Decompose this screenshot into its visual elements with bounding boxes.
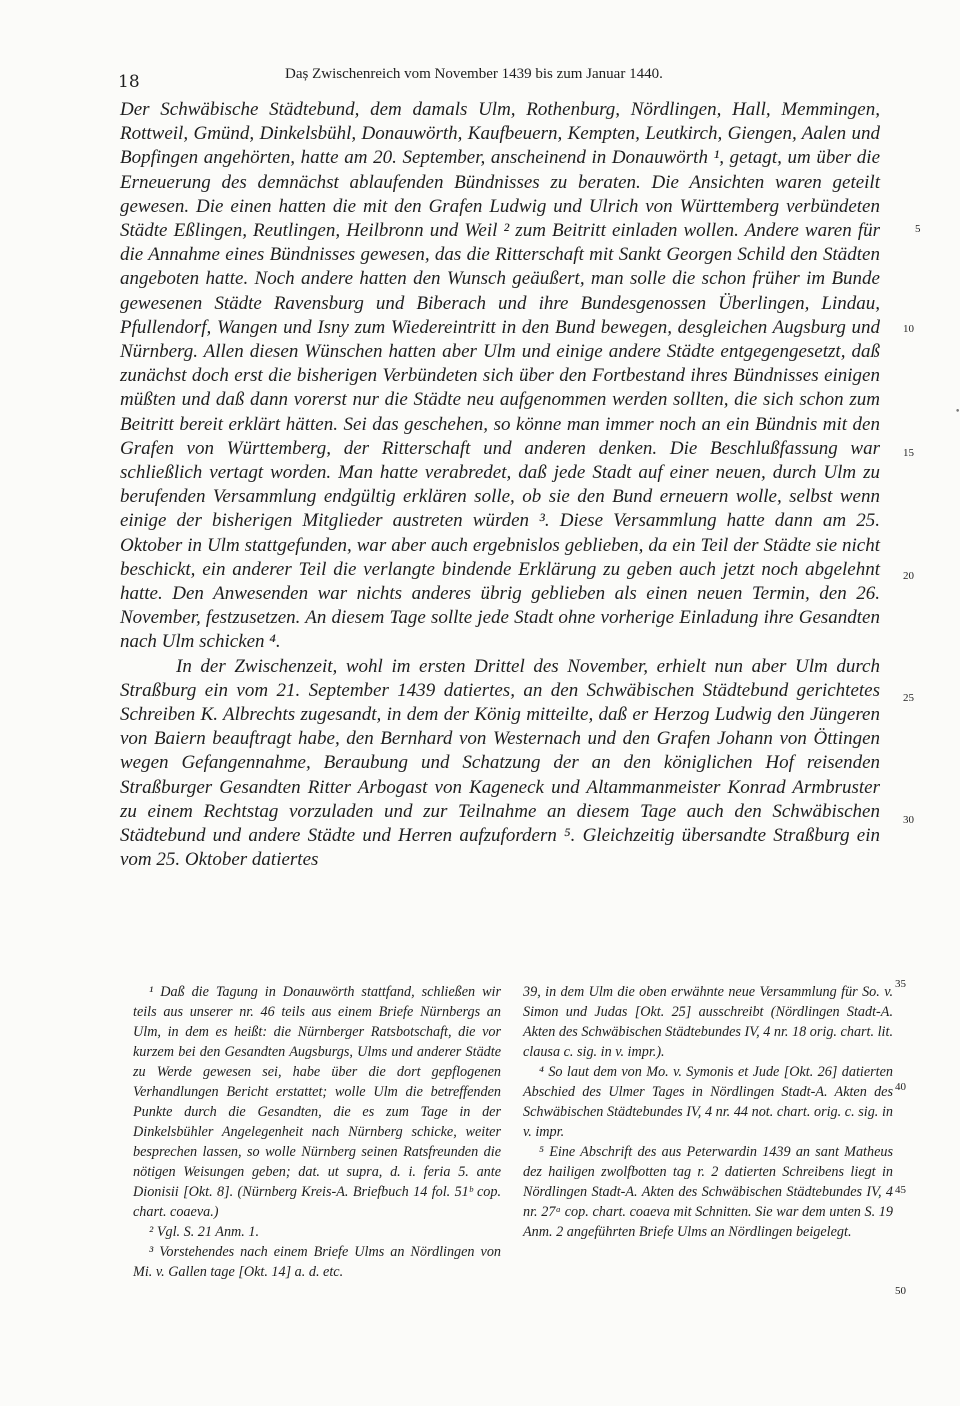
footnote-continuation (523, 982, 893, 1062)
footnote-text: So laut dem von Mo. v. Symonis et Jude [Okt. 26] datierten Abschied des Ulmer Tages in Nördlingen Stadt-A. Akten des Schwäbischen Städtebundes IV, 4 nr. 44 not. chart. orig. c. sig. in v. impr. (523, 1064, 894, 1140)
line-number: 15 (903, 447, 914, 459)
footnote (133, 1222, 501, 1242)
footnote (133, 1242, 501, 1282)
line-number: 50 (895, 1285, 906, 1297)
footnote-text: Vorstehendes nach einem Briefe Ulms an Nördlingen von Mi. v. Gallen tage [Okt. 14] a. d. etc. (133, 1244, 502, 1280)
footnote-text: Eine Abschrift des aus Peterwardin 1439 an sant Matheus dez hailigen zwolfbotten tag r. 2 datierten Schreibens liegt in Nördlingen Stadt-A. Akten des Schwäbischen Städtebundes IV, 4 nr. 27ᵃ cop. chart. coaeva mit Schnitten. Sie war dem unten S. 19 Anm. 2 angeführten Briefe Ulms an Nördlingen beigelegt. (523, 1144, 894, 1240)
footnote-text: Daß die Tagung in Donauwörth stattfand, schließen wir teils aus unserer nr. 46 teils aus einem Briefe Nürnbergs an Ulm, in dem es heißt: die Nürnberger Ratsbotschaft, die vor kurzem bei den Gesandten Augsburgs, Ulms und anderer Städte zu Werde gewesen sei, habe über die dort gepflogenen Verhandlungen Bericht erstattet; wolle Ulm die betreffenden Punkte durch die Gesandten, die es zum Tage in der Dinkelsbühler Angelegenheit nach Nürnberg schicke, weiter besprechen lassen, so wolle Nürnberg seinen Ratsfreunden die nötigen Weisungen geben; dat. ut supra, d. i. feria 5. ante Dionisii [Okt. 8]. (Nürnberg Kreis-A. Briefbuch 14 fol. 51ᵇ cop. chart. coaeva.) (133, 984, 502, 1220)
footnote (133, 982, 501, 1222)
line-number: 5 (915, 223, 921, 235)
running-title: Daș Zwischenreich vom November 1439 bis zum Januar 1440. (285, 66, 663, 82)
paragraph: Der Schwäbische Städtebund, dem damals Ulm, Rothenburg, Nördlingen, Hall, Memmingen, Rottweil, Gmünd, Dinkelsbühl, Donauwörth, Kaufbeuern, Kempten, Leutkirch, Giengen, Aalen und Bopfingen angehörten, hatte am 20. September, anscheinend in Donauwörth ¹, getagt, um über die Erneuerung des demnächst ablaufenden Bündnisses zu beraten. Die Ansichten waren geteilt gewesen. Die einen hatten die mit den Grafen Ludwig und Ulrich von Württemberg verbündeten Städte Eßlingen, Reutlingen, Heilbronn und Weil ² zum Beitritt einladen wollen. Andere waren für die Annahme eines Bündnisses gewesen, das die Ritterschaft mit Sankt Georgen Schild den Städten angeboten hatte. Noch andere hatten den Wunsch geäußert, man solle die schon früher im Bunde gewesenen Städte Ravensburg und Biberach und ihre Bundesgenossen Überlingen, Lindau, Pfullendorf, Wangen und Isny zum Wiedereintritt in den Bund bewegen, desgleichen Augsburg und Nürnberg. Allen diesen Wünschen hatten aber Ulm und einige andere Städte entgegengesetzt, daß zunächst doch erst die bisherigen Verbündeten sich über den Fortbestand ihres Bündnisses einigen müßten und daß dann vorerst nur die Städte neu aufgenommen werden sollten, die sich schon zum Beitritt bereit erklärt hätten. Sei das geschehen, so könne man immer noch an ein Bündnis mit den Grafen von Württemberg, der Ritterschaft und anderen denken. Die Beschlußfassung war schließlich vertagt worden. Man hatte verabredet, daß jede Stadt auf einer neuen, durch Ulm zu berufenden Versammlung endgültig erklären solle, ob sie den Bund erneuern wolle, selbst wenn einige der bisherigen Mitglieder austreten würden ³. Diese Versammlung hatte dann am 25. Oktober in Ulm stattgefunden, war aber auch ergebnislos geblieben, da ein Teil der Städte sie nicht beschickt, ein anderer Teil die verlangte bindende Erklärung zu geben auch jetzt noch abgelehnt hatte. Den Anwesenden war nichts anderes übrig geblieben als einen neuen Termin, den 26. November, festzusetzen. An diesem Tage sollte jede Stadt ohne vorherige Einladung ihre Gesandten nach Ulm schicken ⁴. (120, 99, 880, 653)
line-number: 10 (903, 323, 914, 335)
line-number: 40 (895, 1081, 906, 1093)
footnote-text: 39, in dem Ulm die oben erwähnte neue Versammlung für So. v. Simon und Judas [Okt. 25] ausschreibt (Nördlingen Stadt-A. Akten des Schwäbischen Städtebundes IV, 4 nr. 18 orig. chart. lit. clausa c. sig. in v. impr.). (523, 984, 893, 1060)
footnote-mark: ⁴ (539, 1064, 544, 1080)
footnote (523, 1062, 893, 1142)
main-text (120, 98, 880, 873)
footnote (523, 1142, 893, 1242)
line-number: 30 (903, 814, 914, 826)
margin-mark: • (955, 407, 960, 417)
line-number: 25 (903, 692, 914, 704)
footnote-mark: ² (149, 1224, 154, 1240)
footnotes-left (133, 982, 501, 1282)
line-number: 45 (895, 1184, 906, 1196)
footnote-mark: ¹ (149, 984, 154, 1000)
footnote-text: Vgl. S. 21 Anm. 1. (156, 1224, 260, 1240)
footnote-mark: ⁵ (539, 1144, 544, 1160)
page-number: 18 (118, 72, 140, 92)
footnote-mark: ³ (149, 1244, 154, 1260)
line-number: 35 (895, 978, 906, 990)
footnotes-right (523, 982, 893, 1242)
paragraph: In der Zwischenzeit, wohl im ersten Drittel des November, erhielt nun aber Ulm durch Straßburg ein vom 21. September 1439 datiertes, an den Schwäbischen Städtebund gerichtetes Schreiben K. Albrechts zugesandt, in dem der König mitteilte, daß er Herzog Ludwig den Jüngeren von Baiern beauftragt habe, den Bernhard von Westernach und den Grafen Johann von Öttingen wegen Gefangennahme, Beraubung und Schatzung der an den königlichen Hof reisenden Straßburger Gesandten Ritter Arbogast von Kageneck und Altammanmeister Konrad Armbruster zu einem Rechtstag vorzuladen und zur Teilnahme an diesem Tage auch den Schwäbischen Städtebund und andere Städte und Herren aufzufordern ⁵. Gleichzeitig übersandte Straßburg ein vom 25. Oktober datiertes (120, 655, 880, 871)
line-number: 20 (903, 570, 914, 582)
